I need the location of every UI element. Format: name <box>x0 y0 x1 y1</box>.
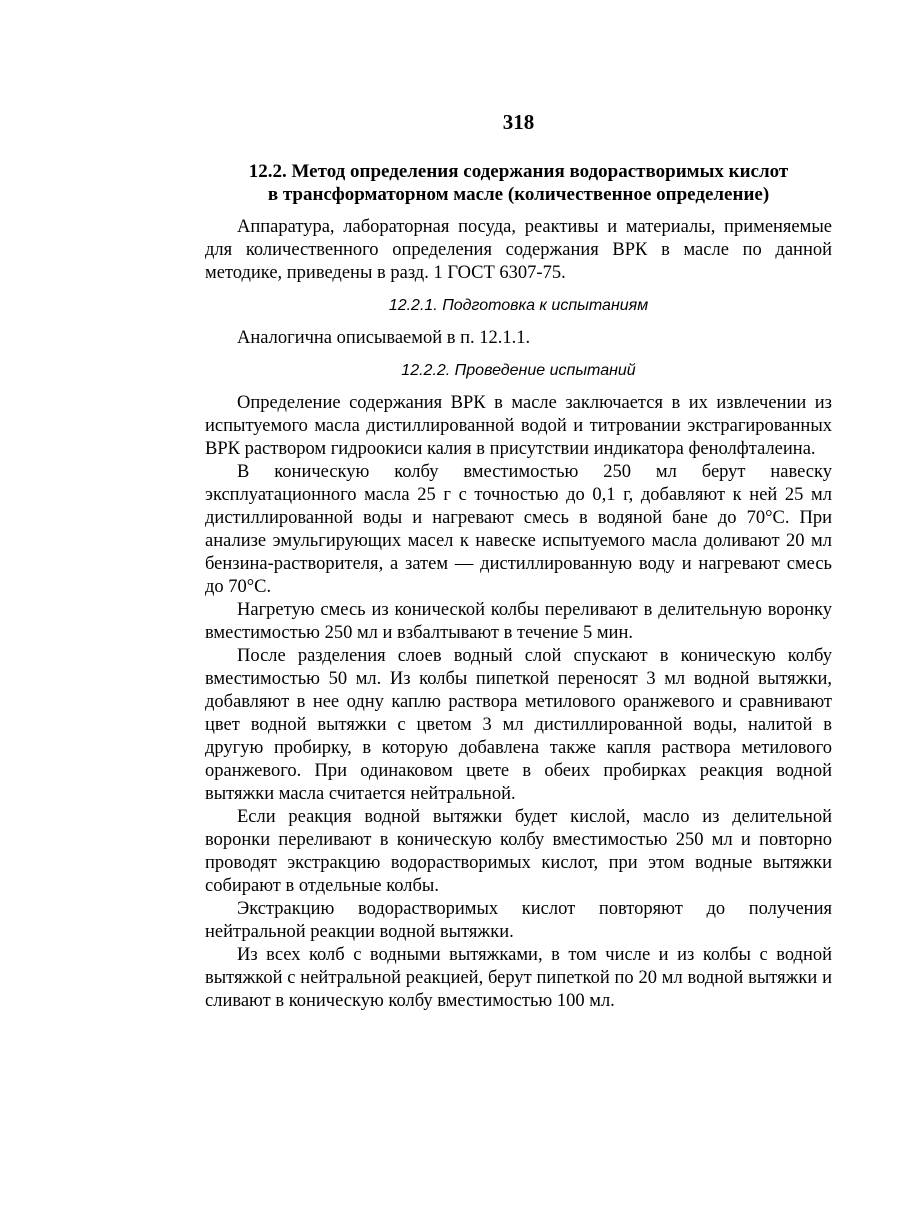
procedure-paragraph: Экстракцию водорастворимых кислот повторяют до получения нейтральной реакции водной вытяжки. <box>205 899 832 942</box>
section-title <box>205 160 832 206</box>
section-title-line-1: 12.2. Метод определения содержания водорастворимых кислот <box>248 161 789 182</box>
procedure-paragraph: В коническую колбу вместимостью 250 мл берут навеску эксплуатационного масла 25 г с точностью до 0,1 г, добавляют к ней 25 мл дистиллированной воды и нагревают смесь в водяной бане до 70°С. При анализе эмульгирующих масел к навеске испытуемого масла доливают 20 мл бензина-растворителя, а затем — дистиллированную воду и нагревают смесь до 70°С. <box>205 462 832 597</box>
procedure-paragraph: Если реакция водной вытяжки будет кислой, масло из делительной воронки переливают в коническую колбу вместимостью 250 мл и повторно проводят экстракцию водорастворимых кислот, при этом водные вытяжки собирают в отдельные колбы. <box>205 807 832 896</box>
preparation-paragraph: Аналогична описываемой в п. 12.1.1. <box>237 328 531 348</box>
procedure-paragraph: После разделения слоев водный слой спускают в коническую колбу вместимостью 50 мл. Из колбы пипеткой переносят 3 мл водной вытяжки, добавляют в нее одну каплю раствора метилового оранжевого и сравнивают цвет водной вытяжки с цветом 3 мл дистиллированной воды, налитой в другую пробирку, в которую добавлена также капля раствора метилового оранжевого. При одинаковом цвете в обеих пробирках реакция водной вытяжки масла считается нейтральной. <box>205 646 832 804</box>
procedure-paragraph: Из всех колб с водными вытяжками, в том числе и из колбы с водной вытяжкой с нейтральной реакцией, берут пипеткой по 20 мл водной вытяжки и сливают в коническую колбу вместимостью 100 мл. <box>205 945 832 1011</box>
document-page <box>205 108 832 1013</box>
procedure-paragraph: Определение содержания ВРК в масле заключается в их извлечении из испытуемого масла дистиллированной водой и титровании экстрагированных ВРК раствором гидроокиси калия в присутствии индикатора фенолфталеина. <box>205 393 832 459</box>
page-number: 318 <box>502 110 535 134</box>
subsection-heading-procedure: 12.2.2. Проведение испытаний <box>401 362 636 379</box>
procedure-paragraph: Нагретую смесь из конической колбы переливают в делительную воронку вместимостью 250 мл и взбалтывают в течение 5 мин. <box>205 600 832 643</box>
section-title-line-2: в трансформаторном масле (количественное определение) <box>267 184 770 205</box>
subsection-heading-preparation: 12.2.1. Подготовка к испытаниям <box>388 297 649 314</box>
intro-paragraph: Аппаратура, лабораторная посуда, реактивы и материалы, применяемые для количественного определения содержания ВРК в масле по данной методике, приведены в разд. 1 ГОСТ 6307-75. <box>205 217 832 283</box>
